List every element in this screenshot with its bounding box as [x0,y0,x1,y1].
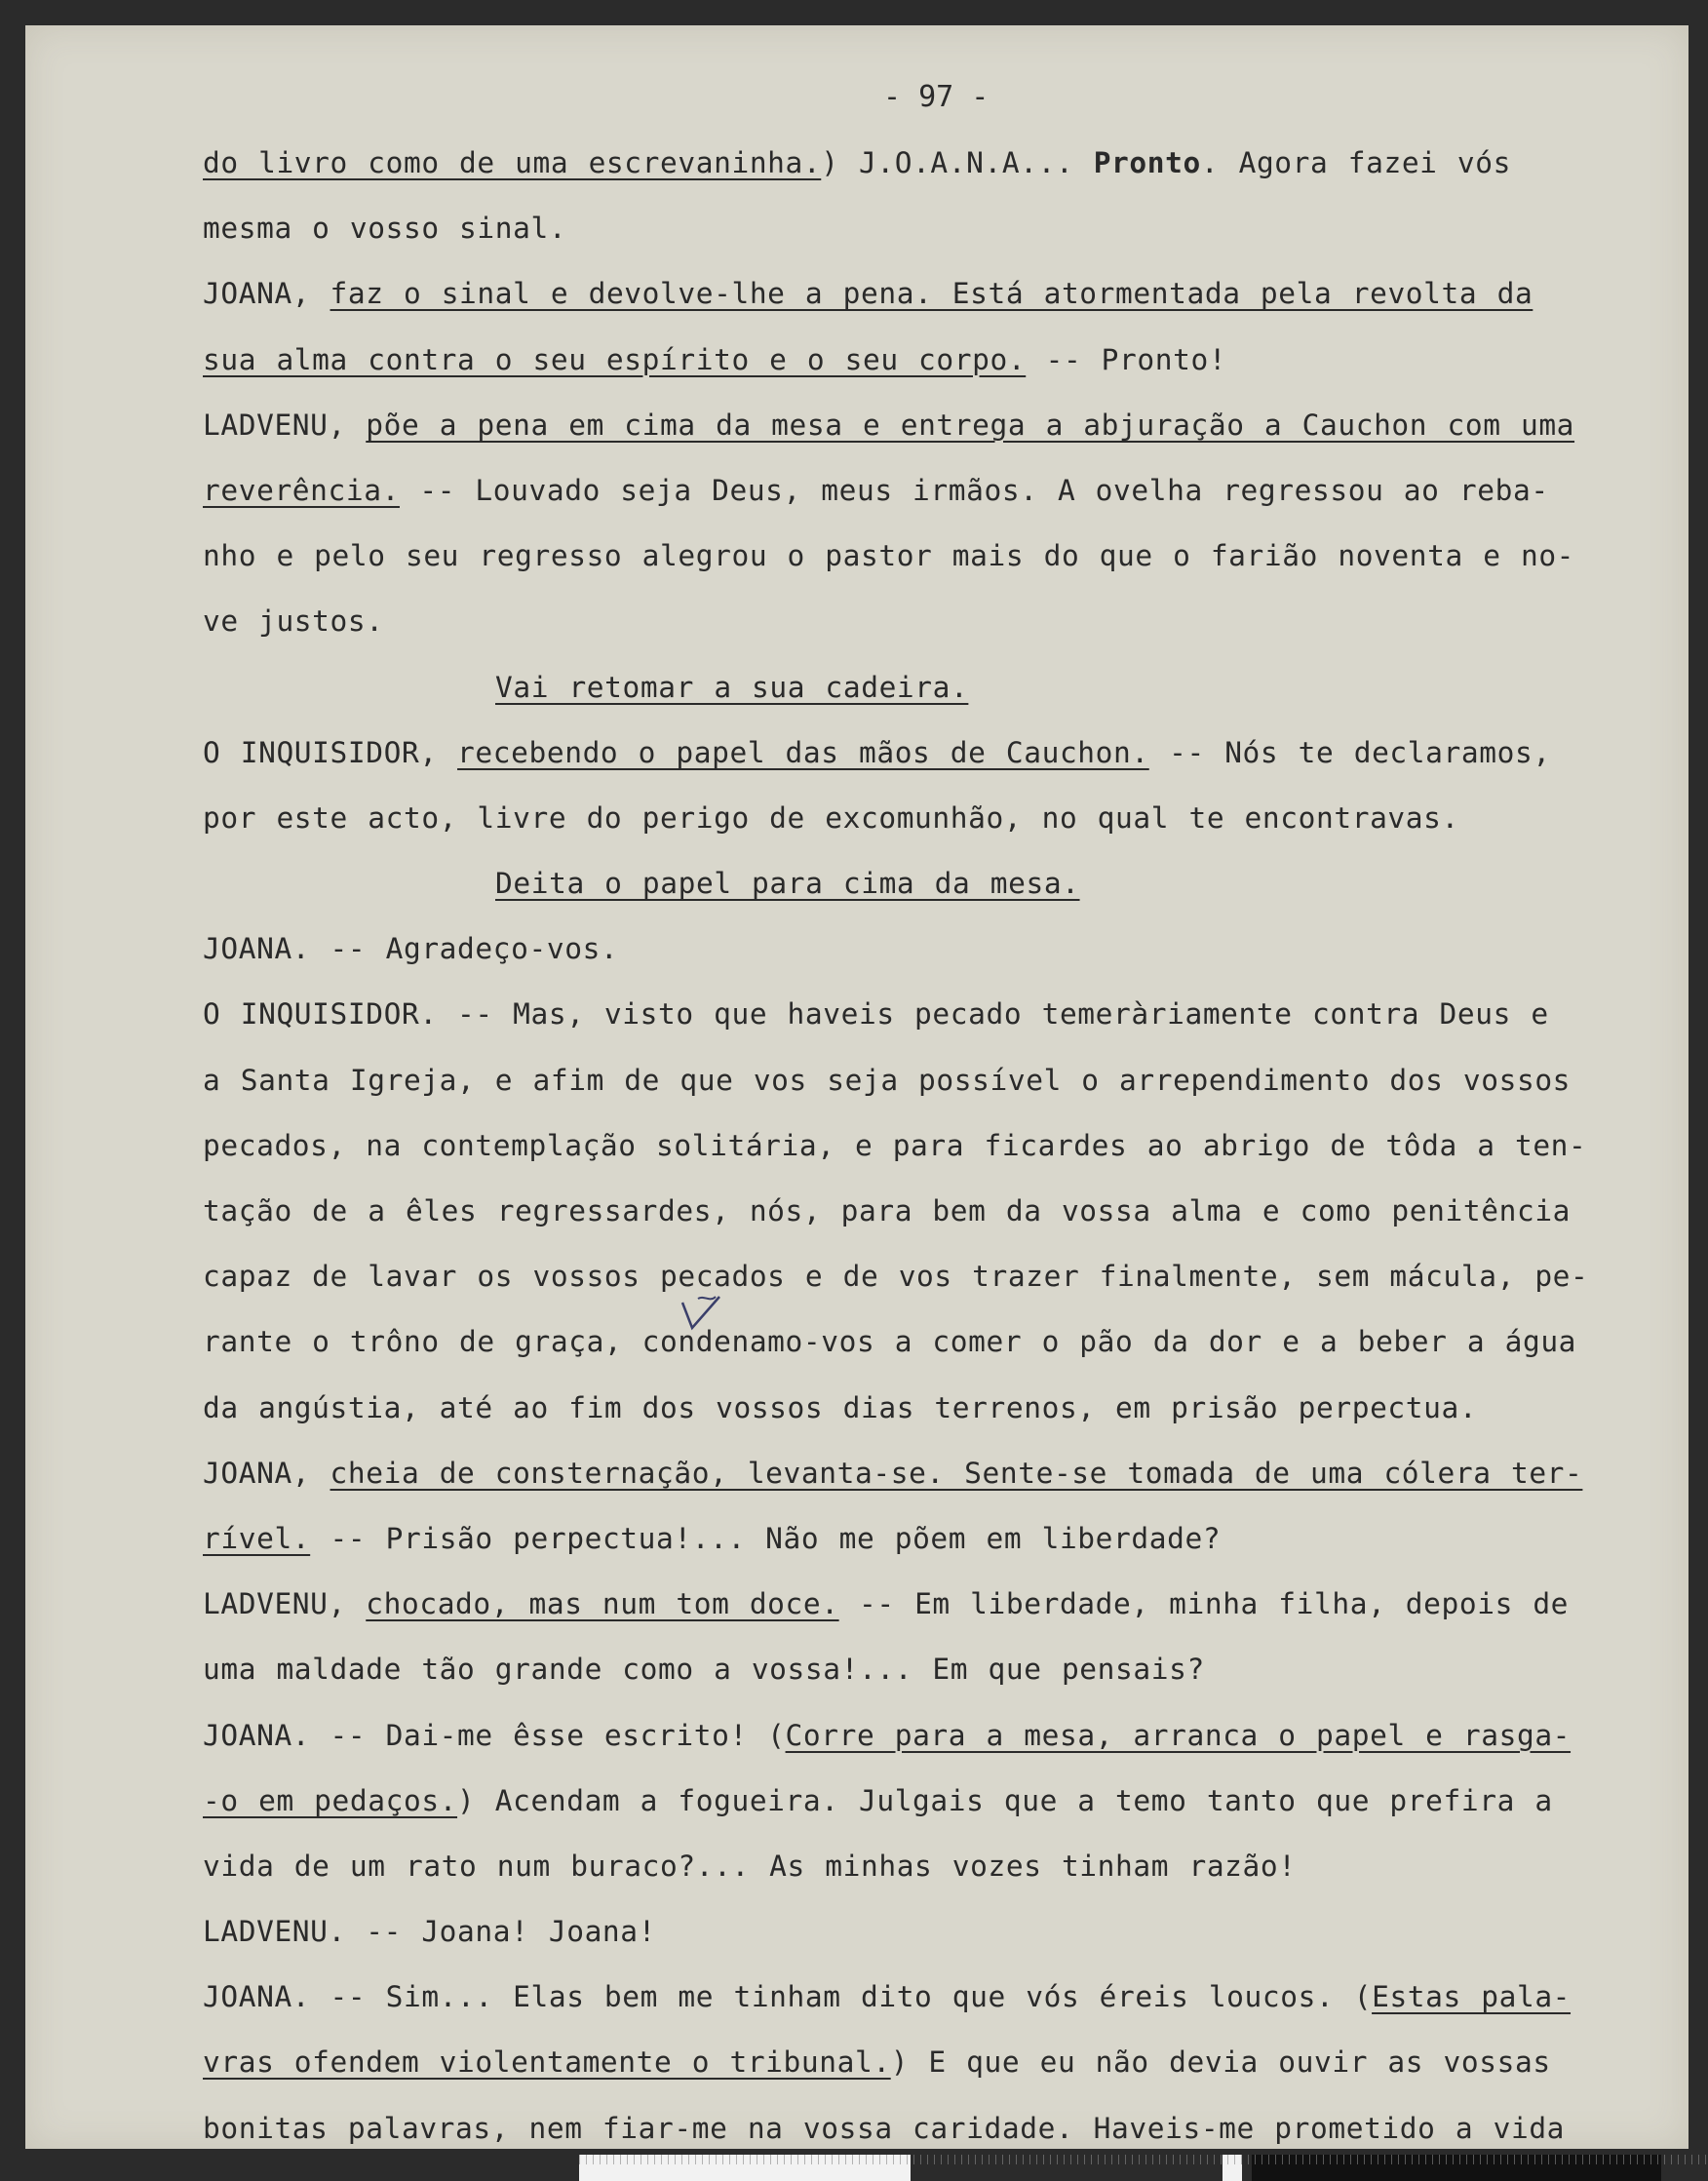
stage-direction: do livro como de uma escrevaninha. [203,146,822,179]
line-segment: tação de a êles regressardes, nós, para bem da vossa alma e como penitência [203,1194,1572,1227]
line-segment: LADVENU, [203,1587,367,1621]
line-segment: LADVENU. -- Joana! Joana! [203,1915,657,1949]
line-segment: JOANA, [203,277,330,311]
text-line [203,786,1689,851]
stage-direction: Corre para a mesa, arranca o papel e rasga- [785,1718,1572,1752]
stage-direction: sua alma contra o seu espírito e o seu corpo. [203,342,1027,376]
text-line [203,458,1689,524]
line-segment: -- Em liberdade, minha filha, depois de [838,1587,1570,1621]
text-line [203,916,1689,982]
line-segment: -- Nós te declaramos, [1148,735,1551,769]
text-line [203,1769,1689,1834]
line-segment: JOANA. -- Sim... Elas bem me tinham dito que vós éreis loucos. ( [203,1980,1373,2014]
stage-direction: -o em pedaços. [203,1783,458,1817]
text-line [203,1179,1689,1244]
stage-direction: reverência. [203,473,400,507]
text-line [203,1572,1689,1637]
line-segment: da angústia, até ao fim dos vossos dias terrenos, em prisão perpectua. [203,1390,1478,1424]
line-segment: por este acto, livre do perigo de excomunhão, no qual te encontravas. [203,800,1459,835]
stage-direction: rível. [203,1521,311,1555]
page-number: - 97 - [883,80,990,114]
text-line [203,721,1689,786]
document-page [25,25,1689,2149]
stage-direction: recebendo o papel das mãos de Cauchon. [457,735,1149,769]
stage-direction: Estas pala- [1372,1980,1572,2014]
line-segment: capaz de lavar os vossos pecados e de vos trazer finalmente, sem mácula, pe- [203,1260,1589,1294]
line-segment: -- Prisão perpectua!... Não me põem em liberdade? [310,1521,1222,1555]
line-segment: -- Pronto! [1026,342,1227,376]
text-line [203,1506,1689,1572]
stage-direction: chocado, mas num tom doce. [366,1587,839,1621]
handwritten-insertion-mark [680,1293,739,1332]
line-segment: JOANA, [203,1456,330,1490]
text-line [203,1441,1689,1506]
line-segment: mesma o vosso sinal. [203,212,567,246]
line-segment: O INQUISIDOR. -- Mas, visto que haveis pecado temeràriamente contra Deus e [203,997,1549,1032]
scan-ruler [579,2155,1706,2181]
stage-direction: faz o sinal e devolve-lhe a pena. Está atormentada pela revolta da [330,277,1533,311]
line-segment: a Santa Igreja, e afim de que vos seja possível o arrependimento dos vossos [203,1063,1572,1097]
line-segment: ) J.O.A.N.A... [821,146,1094,179]
line-segment: JOANA. -- Dai-me êsse escrito! ( [203,1718,786,1752]
text-line [203,1703,1689,1769]
line-segment: uma maldade tão grande como a vossa!... Em que pensais? [203,1653,1205,1687]
line-segment: Pronto [1093,146,1201,179]
line-segment: JOANA. -- Agradeço-vos. [203,932,619,966]
line-segment: . Agora fazei vós [1200,146,1511,179]
text-line [203,1113,1689,1179]
script-text [203,94,1689,2149]
line-segment: pecados, na contemplação solitária, e para ficardes ao abrigo de tôda a ten- [203,1128,1587,1162]
text-line [203,2030,1689,2095]
text-line [203,1244,1689,1309]
line-segment: ve justos. [203,604,384,639]
line-segment: bonitas palavras, nem fiar-me na vossa caridade. Haveis-me prometido a vida [203,2111,1566,2145]
stage-direction: põe a pena em cima da mesa e entrega a abjuração a Cauchon com uma [366,408,1575,442]
text-line [203,196,1689,261]
line-segment: ) E que eu não devia ouvir as vossas [890,2045,1551,2080]
text-line [203,393,1689,458]
stage-direction: Deita o papel para cima da mesa. [495,867,1080,901]
text-line [203,524,1689,589]
line-segment: -- Louvado seja Deus, meus irmãos. A ovelha regressou ao reba- [399,473,1549,507]
text-line [203,328,1689,393]
text-line [203,1048,1689,1113]
line-segment: nho e pelo seu regresso alegrou o pastor mais do que o farião noventa e no- [203,539,1575,573]
text-line [203,131,1689,196]
stage-direction: Vai retomar a sua cadeira. [495,670,969,704]
text-line [203,1899,1689,1965]
line-segment: O INQUISIDOR, [203,735,458,769]
text-line [203,1834,1689,1899]
stage-direction: vras ofendem violentamente o tribunal. [203,2045,891,2080]
stage-direction: cheia de consternação, levanta-se. Sente-se tomada de uma cólera ter- [330,1456,1583,1490]
text-line [203,1309,1689,1375]
text-line [203,1637,1689,1702]
text-line [203,1376,1689,1441]
text-line [203,2096,1689,2149]
text-line [203,655,1689,721]
text-line [203,589,1689,654]
line-segment: ) Acendam a fogueira. Julgais que a temo tanto que prefira a [457,1783,1553,1817]
line-segment: LADVENU, [203,408,367,442]
line-segment: vida de um rato num buraco?... As minhas vozes tinham razão! [203,1849,1297,1883]
text-line [203,261,1689,327]
text-line [203,851,1689,916]
line-segment: rante o trôno de graça, condenamo-vos a comer o pão da dor e a beber a água [203,1325,1577,1359]
text-line [203,1965,1689,2030]
text-line [203,982,1689,1047]
